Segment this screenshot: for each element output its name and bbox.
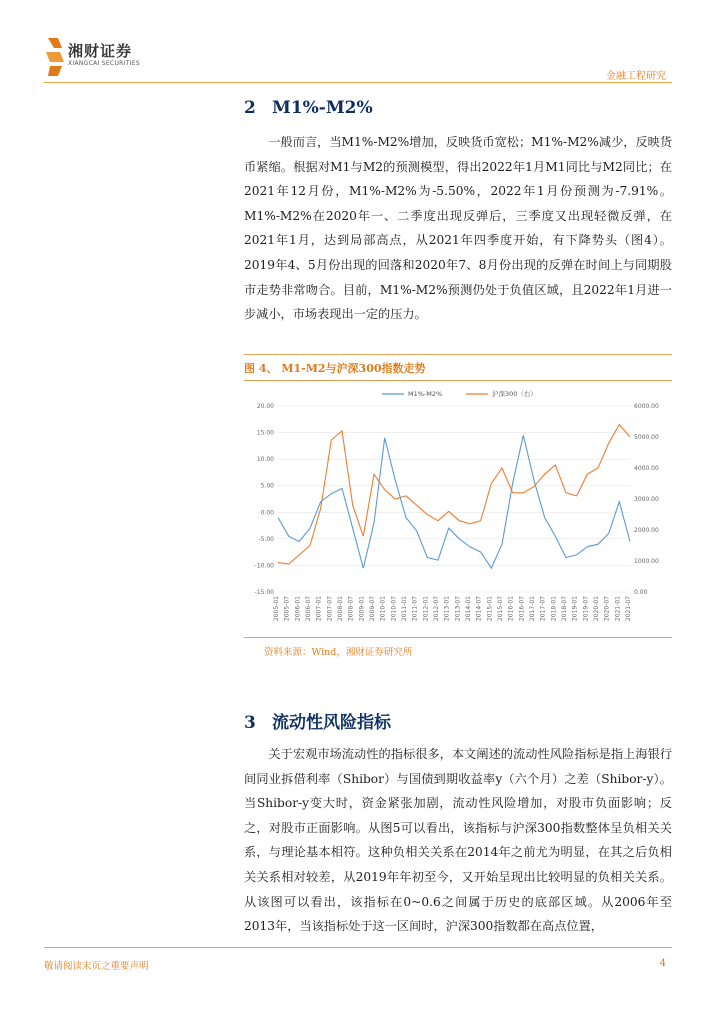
x-tick-label: 2019-01	[571, 596, 579, 622]
section-title: 流动性风险指标	[272, 713, 391, 733]
header-divider	[44, 82, 672, 83]
chart-legend	[382, 389, 537, 398]
x-tick-label: 2005-07	[283, 596, 291, 622]
x-tick-label: 2020-01	[593, 596, 600, 622]
x-tick-label: 2007-01	[315, 596, 323, 622]
x-tick-label: 2011-07	[411, 596, 419, 622]
line-chart	[244, 384, 672, 634]
legend-label: M1%-M2%	[408, 390, 443, 398]
chart-series	[278, 425, 630, 569]
x-tick-label: 2013-07	[454, 596, 462, 622]
x-tick-label: 2010-07	[390, 596, 398, 622]
x-tick-label: 2008-01	[337, 596, 344, 622]
section-number: 2	[244, 98, 256, 118]
x-tick-label: 2017-07	[539, 596, 547, 622]
right-tick-label: 2000.00	[634, 527, 659, 534]
x-tick-label: 2014-01	[465, 596, 472, 622]
left-tick-label: 15.00	[256, 429, 274, 437]
left-tick-label: -10.00	[254, 562, 274, 570]
x-tick-label: 2020-07	[603, 596, 611, 622]
x-tick-label: 2006-01	[294, 596, 302, 622]
x-tick-label: 2021-07	[625, 596, 632, 622]
left-axis-ticks	[255, 403, 275, 596]
logo-english-name: XIANGCAI SECURITIES	[68, 60, 140, 67]
page-number: 4	[659, 958, 666, 969]
x-tick-label: 2010-01	[379, 596, 387, 622]
right-tick-label: 3000.00	[634, 496, 659, 503]
left-tick-label: 20.00	[256, 403, 274, 410]
left-tick-label: 5.00	[260, 482, 274, 490]
paragraph: 关于宏观市场流动性的指标很多，本文阐述的流动性风险指标是指上海银行间同业拆借利率（Shibor）与国债到期收益率y（六个月）之差（Shibor-y）。当Shibor-y变大时，资金紧张加剧，流动性风险增加，对股市负面影响；反之，对股市正面影响。从图5可以看出，该指标与沪深300指数整体呈负相关关系，与理论基本相符。这种负相关关系在2014年之前尤为明显，在其之后负相关关系相对较差，从2019年年初至今，又开始呈现出比较明显的负相关关系。从该图可以看出，该指标在0~0.6之间属于历史的底部区域。从2006年至2013年，当该指标处于这一区间时，沪深300指数都在高点位置，	[244, 747, 672, 934]
x-tick-label: 2012-01	[422, 596, 430, 622]
x-tick-label: 2018-07	[561, 596, 568, 622]
x-tick-label: 2011-01	[401, 596, 408, 622]
figure-bottom-rule	[244, 637, 672, 638]
figure-top-rule	[244, 354, 672, 355]
right-tick-label: 5000.00	[634, 434, 659, 441]
x-tick-label: 2009-07	[369, 596, 376, 622]
series-line	[278, 435, 630, 568]
right-axis-ticks	[634, 403, 659, 596]
x-tick-label: 2016-01	[507, 596, 515, 622]
x-tick-label: 2015-07	[497, 596, 504, 622]
section-3-body	[244, 742, 672, 939]
x-tick-label: 2013-01	[443, 596, 451, 622]
legend-label: 沪深300（右）	[492, 390, 537, 398]
x-tick-label: 2015-01	[486, 596, 494, 622]
x-tick-label: 2017-01	[529, 596, 536, 622]
x-tick-label: 2016-07	[518, 596, 526, 622]
x-tick-label: 2005-01	[273, 596, 280, 622]
x-tick-label: 2007-07	[326, 596, 334, 622]
left-tick-label: -5.00	[258, 535, 274, 543]
figure-source: 资料来源：Wind，湘财证券研究所	[264, 647, 413, 658]
left-tick-label: 0.00	[260, 509, 274, 517]
x-tick-label: 2019-07	[582, 596, 590, 622]
right-tick-label: 0.00	[634, 589, 648, 596]
section-title: M1%-M2%	[272, 98, 373, 118]
x-tick-label: 2009-01	[358, 596, 366, 622]
disclaimer-note: 敬请阅读末页之重要声明	[44, 961, 149, 972]
figure-4-chart	[244, 384, 672, 634]
right-tick-label: 6000.00	[634, 403, 659, 410]
x-tick-label: 2014-07	[475, 596, 483, 622]
figure-title-rule	[244, 380, 672, 381]
left-tick-label: -15.00	[254, 589, 274, 596]
right-tick-label: 1000.00	[634, 558, 659, 565]
x-tick-label: 2021-01	[614, 596, 622, 622]
section-number: 3	[244, 713, 256, 733]
x-tick-label: 2018-01	[550, 596, 558, 622]
right-tick-label: 4000.00	[634, 465, 659, 472]
x-tick-label: 2012-07	[433, 596, 440, 622]
section-2-heading	[244, 98, 373, 118]
x-tick-label: 2008-07	[347, 596, 355, 622]
x-tick-label: 2006-07	[305, 596, 312, 622]
section-3-heading	[244, 708, 391, 733]
chart-grid	[278, 406, 630, 592]
logo-name: 湘财证券	[68, 42, 133, 60]
footer-divider	[44, 947, 672, 948]
left-tick-label: 10.00	[256, 456, 274, 464]
figure-title: 图 4、 M1-M2与沪深300指数走势	[244, 362, 426, 375]
paragraph: 一般而言，当M1%-M2%增加，反映货币宽松；M1%-M2%减少，反映货币紧缩。根据对M1与M2的预测模型，得出2022年1月M1同比与M2同比；在2021年12月份，M1%-M2%为-5.50%，2022年1月份预测为-7.91%。M1%-M2%在2020年一、二季度出现反弹后，三季度又出现轻微反弹，在2021年1月，达到局部高点，从2021年四季度开始，有下降势头（图4）。2019年4、5月份出现的回落和2020年7、8月份出现的反弹在时间上与同期股市走势非常吻合。目前，M1%-M2%预测仍处于负值区域，且2022年1月进一步减小，市场表现出一定的压力。	[244, 135, 673, 322]
x-axis-ticks	[273, 596, 632, 621]
report-category: 金融工程研究	[606, 71, 666, 82]
section-2-body	[244, 130, 672, 327]
